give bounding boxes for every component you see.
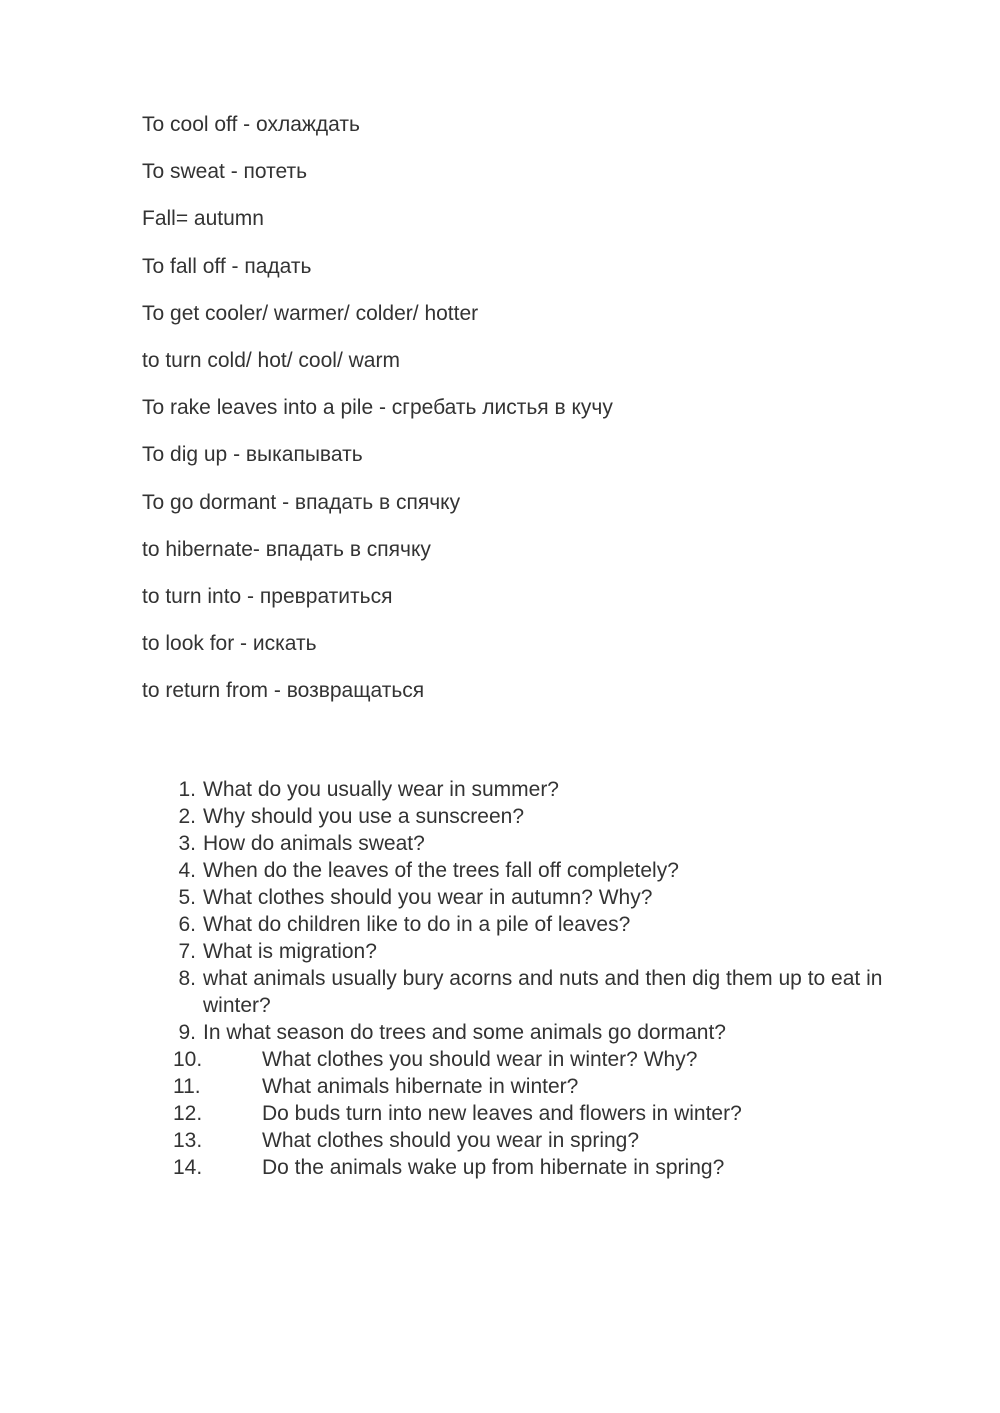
vocab-item: to look for - искать bbox=[142, 632, 317, 656]
question-text: What animals hibernate in winter? bbox=[262, 1075, 579, 1098]
question-number: 9. bbox=[178, 1021, 196, 1044]
vocab-item: to return from - возвращаться bbox=[142, 679, 425, 703]
vocab-item: To rake leaves into a pile - сгребать листья в кучу bbox=[142, 396, 613, 420]
vocabulary-list bbox=[142, 113, 942, 726]
question-item bbox=[0, 830, 1000, 857]
question-number: 14. bbox=[173, 1156, 203, 1179]
vocab-item: To get cooler/ warmer/ colder/ hotter bbox=[142, 301, 479, 325]
question-item bbox=[0, 857, 1000, 884]
question-item bbox=[0, 1127, 1000, 1154]
question-item bbox=[0, 884, 1000, 911]
question-number: 5. bbox=[178, 886, 196, 909]
vocab-item: to hibernate- впадать в спячку bbox=[142, 537, 431, 561]
vocab-item: to turn cold/ hot/ cool/ warm bbox=[142, 348, 400, 372]
question-text: Do buds turn into new leaves and flowers in winter? bbox=[262, 1102, 742, 1125]
question-number: 6. bbox=[178, 913, 196, 936]
question-text: What do children like to do in a pile of leaves? bbox=[203, 913, 631, 936]
question-number: 10. bbox=[173, 1048, 203, 1071]
vocab-item: To sweat - потеть bbox=[142, 160, 308, 184]
vocab-item: Fall= autumn bbox=[142, 207, 264, 231]
vocab-item: To dig up - выкапывать bbox=[142, 443, 363, 467]
question-text: Do the animals wake up from hibernate in spring? bbox=[262, 1156, 725, 1179]
question-item bbox=[0, 776, 1000, 803]
question-item bbox=[0, 1073, 1000, 1100]
question-number: 1. bbox=[178, 778, 196, 801]
question-item bbox=[0, 1046, 1000, 1073]
question-text: When do the leaves of the trees fall off completely? bbox=[203, 859, 679, 882]
question-number: 4. bbox=[178, 859, 196, 882]
question-item bbox=[0, 965, 1000, 1019]
vocab-item: To fall off - падать bbox=[142, 254, 312, 278]
question-text: What clothes should you wear in autumn? Why? bbox=[203, 886, 653, 909]
question-text: What do you usually wear in summer? bbox=[203, 778, 559, 801]
question-item bbox=[0, 803, 1000, 830]
question-item bbox=[0, 938, 1000, 965]
question-item bbox=[0, 1154, 1000, 1181]
question-number: 12. bbox=[173, 1102, 203, 1125]
vocab-item: To cool off - охлаждать bbox=[142, 113, 360, 136]
question-item bbox=[0, 911, 1000, 938]
question-text: What is migration? bbox=[203, 940, 377, 963]
question-text: what animals usually bury acorns and nuts and then dig them up to eat in winter? bbox=[203, 967, 883, 1017]
question-text: How do animals sweat? bbox=[203, 832, 425, 855]
question-text: What clothes you should wear in winter? Why? bbox=[262, 1048, 698, 1071]
question-number: 8. bbox=[178, 967, 196, 990]
questions-list bbox=[0, 776, 1000, 1181]
question-number: 13. bbox=[173, 1129, 203, 1152]
question-text: In what season do trees and some animals go dormant? bbox=[203, 1021, 726, 1044]
question-item bbox=[0, 1100, 1000, 1127]
question-text: What clothes should you wear in spring? bbox=[262, 1129, 640, 1152]
question-number: 7. bbox=[178, 940, 196, 963]
question-item bbox=[0, 1019, 1000, 1046]
vocab-item: to turn into - превратиться bbox=[142, 584, 393, 608]
question-number: 3. bbox=[178, 832, 196, 855]
question-text: Why should you use a sunscreen? bbox=[203, 805, 525, 828]
question-number: 11. bbox=[173, 1075, 201, 1098]
vocab-item: To go dormant - впадать в спячку bbox=[142, 490, 461, 514]
question-number: 2. bbox=[178, 805, 196, 828]
